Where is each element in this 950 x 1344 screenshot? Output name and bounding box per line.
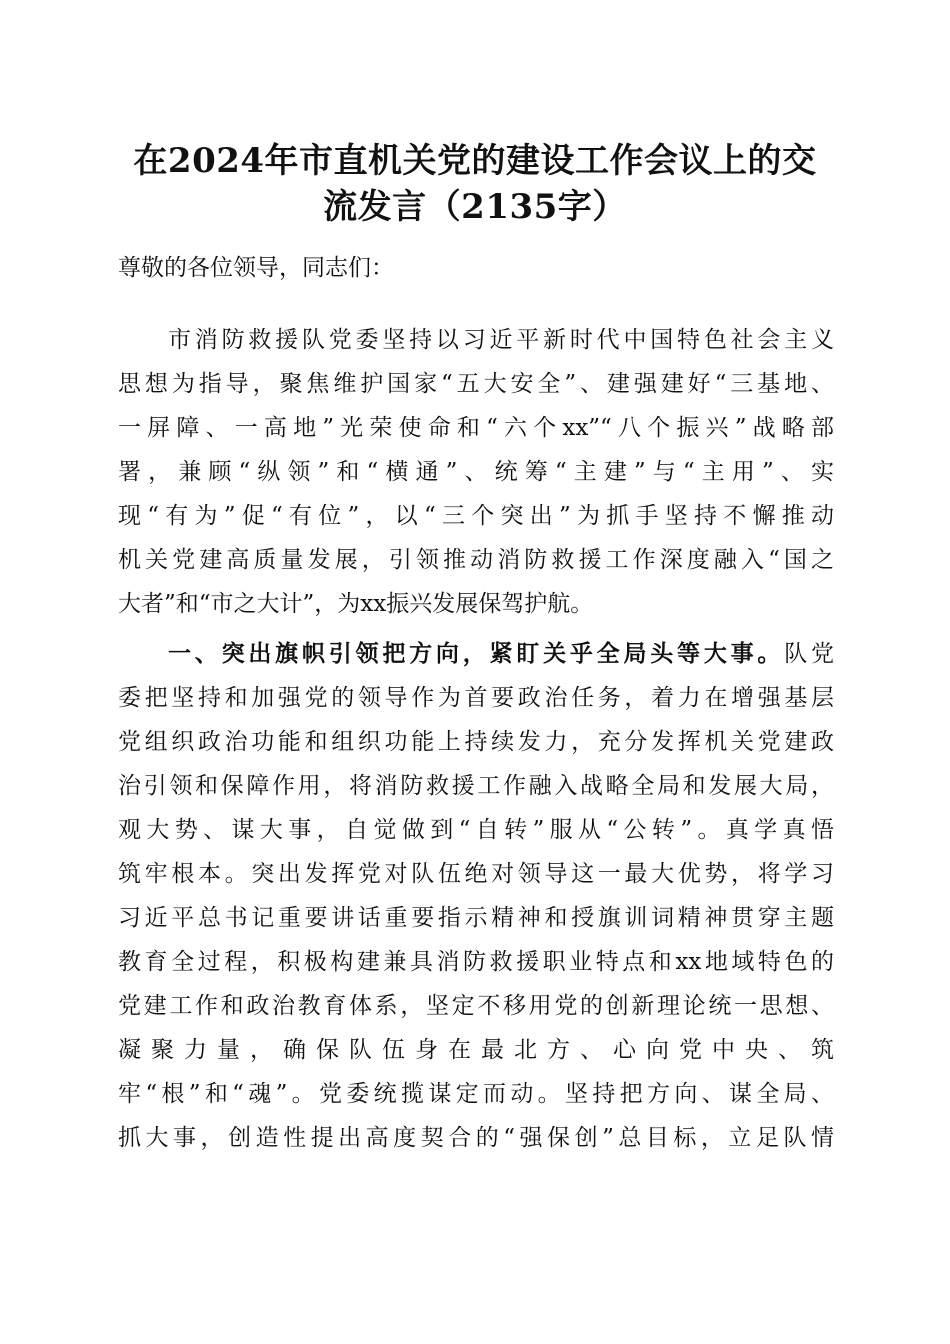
paragraph-1-line: 现“有为”促“有位”，以“三个突出”为抓手坚持不懈推动: [118, 503, 834, 529]
paragraph-2-line: 抓大事，创造性提出高度契合的“强保创”总目标，立足队情: [118, 1125, 834, 1151]
paragraph-2-line: 教育全过程，积极构建兼具消防救援职业特点和xx地域特色的: [118, 949, 834, 975]
paragraph-2-line: 凝聚力量，确保队伍身在最北方、心向党中央、筑: [118, 1037, 834, 1063]
paragraph-2-line: 牢“根”和“魂”。党委统揽谋定而动。坚持把方向、谋全局、: [118, 1081, 834, 1107]
paragraph-2-line: 观大势、谋大事，自觉做到“自转”服从“公转”。真学真悟: [118, 817, 834, 843]
greeting: 尊敬的各位领导，同志们：: [118, 255, 394, 281]
paragraph-1-line: 大者”和“市之大计”，为xx振兴发展保驾护航。: [118, 591, 594, 617]
paragraph-1-line: 机关党建高质量发展，引领推动消防救援工作深度融入“国之: [118, 547, 834, 573]
paragraph-2-line: 筑牢根本。突出发挥党对队伍绝对领导这一最大优势，将学习: [118, 861, 834, 887]
paragraph-1-line: 思想为指导，聚焦维护国家“五大安全”、建强建好“三基地、: [118, 371, 834, 397]
paragraph-2-line: 习近平总书记重要讲话重要指示精神和授旗训词精神贯穿主题: [118, 905, 834, 931]
paragraph-2-first-line: [168, 632, 834, 676]
paragraph-2-line: 委把坚持和加强党的领导作为首要政治任务，着力在增强基层: [118, 685, 834, 711]
section-heading: 一、突出旗帜引领把方向，紧盯关乎全局头等大事。: [168, 640, 785, 667]
paragraph-2-line: 治引领和保障作用，将消防救援工作融入战略全局和发展大局，: [118, 773, 834, 799]
paragraph-2-line: 党组织政治功能和组织功能上持续发力，充分发挥机关党建政: [118, 729, 834, 755]
section-heading-tail: 队党: [784, 641, 834, 667]
title-line-2: 流发言（2135字）: [323, 187, 627, 227]
paragraph-1-line: 署，兼顾“纵领”和“横通”、统筹“主建”与“主用”、实: [118, 459, 834, 485]
paragraph-1-line: 一屏障、一高地”光荣使命和“六个xx”“八个振兴”战略部: [118, 415, 834, 441]
paragraph-1-line: 市消防救援队党委坚持以习近平新时代中国特色社会主义: [168, 327, 834, 353]
paragraph-2-line: 党建工作和政治教育体系，坚定不移用党的创新理论统一思想、: [118, 993, 834, 1019]
document-title: [100, 138, 850, 230]
title-line-1: 在2024年市直机关党的建设工作会议上的交: [133, 141, 817, 181]
